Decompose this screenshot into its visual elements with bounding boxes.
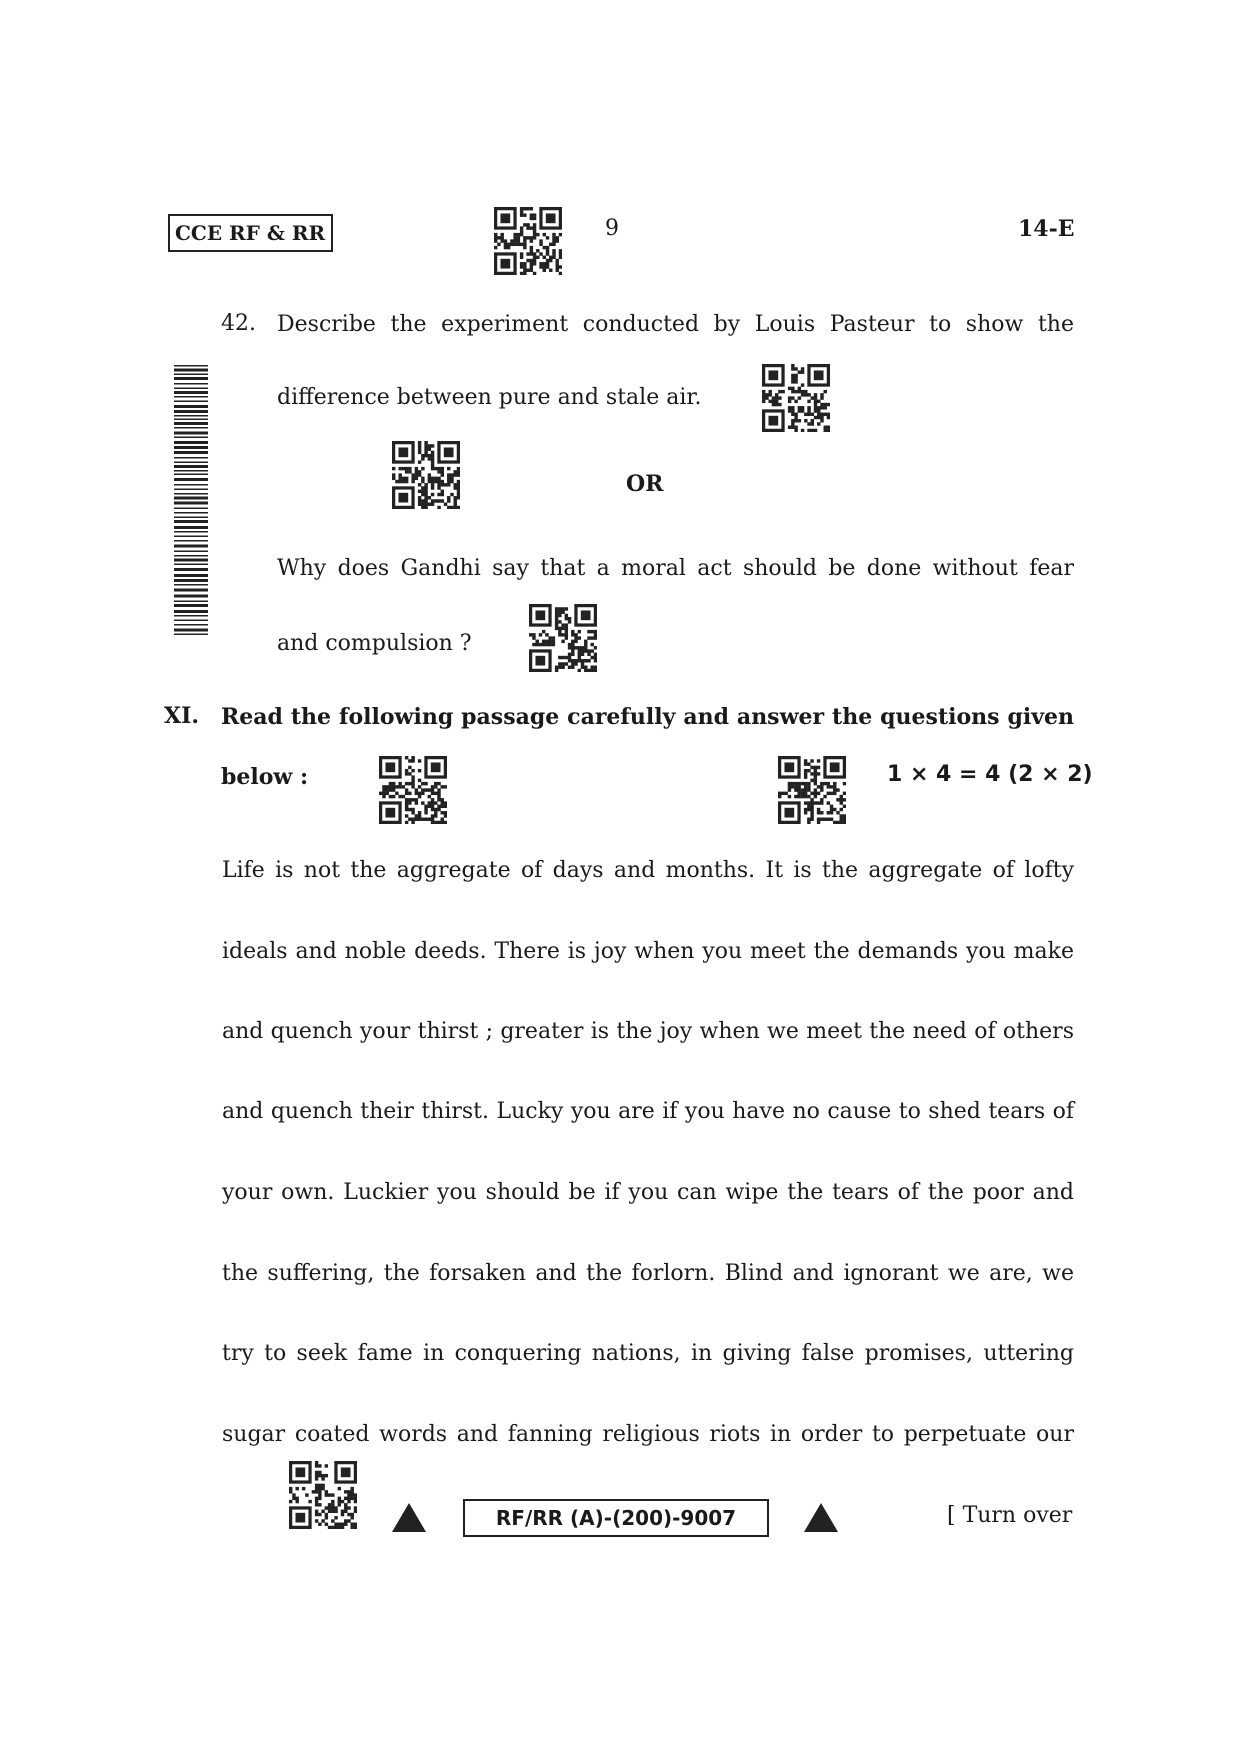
qr-code-icon <box>529 604 597 672</box>
passage-line: sugar coated words and fanning religious riots in order to perpetuate our <box>222 1422 1074 1447</box>
qr-code-icon <box>289 1461 357 1529</box>
qr-code-icon <box>762 364 830 432</box>
section-instruction: below : <box>221 764 309 790</box>
turn-over-note: [ Turn over <box>947 1503 1073 1528</box>
question-text-line: Describe the experiment conducted by Louis Pasteur to show the <box>277 312 1074 337</box>
qr-code-icon <box>778 756 846 824</box>
question-number: 42. <box>221 311 256 336</box>
passage-line: your own. Luckier you should be if you can wipe the tears of the poor and <box>222 1180 1074 1205</box>
section-number: XI. <box>164 703 200 729</box>
qr-code-icon <box>494 207 562 275</box>
page-number: 9 <box>605 216 619 241</box>
passage-line: and quench your thirst ; greater is the joy when we meet the need of others <box>222 1019 1074 1044</box>
question-text-line: and compulsion ? <box>277 631 472 656</box>
passage-line: ideals and noble deeds. There is joy when you meet the demands you make <box>222 939 1074 964</box>
paper-code: 14-E <box>1018 216 1075 242</box>
question-text-line: Why does Gandhi say that a moral act should be done without fear <box>277 556 1074 581</box>
marks-allocation: 1 × 4 = 4 (2 × 2) <box>887 762 1093 787</box>
triangle-marker-icon <box>804 1503 838 1532</box>
qr-code-icon <box>379 756 447 824</box>
footer-code-box: RF/RR (A)-(200)-9007 <box>463 1499 769 1537</box>
passage-line: and quench their thirst. Lucky you are if you have no cause to shed tears of <box>222 1099 1074 1124</box>
section-instruction: Read the following passage carefully and answer the questions given <box>221 704 1074 730</box>
or-separator: OR <box>626 471 664 497</box>
triangle-marker-icon <box>392 1503 426 1532</box>
exam-code-box: CCE RF & RR <box>168 214 333 252</box>
passage-line: Life is not the aggregate of days and months. It is the aggregate of lofty <box>222 858 1074 883</box>
barcode-icon <box>174 365 208 635</box>
passage-line: the suffering, the forsaken and the forlorn. Blind and ignorant we are, we <box>222 1261 1074 1286</box>
passage-line: try to seek fame in conquering nations, in giving false promises, uttering <box>222 1341 1074 1366</box>
qr-code-icon <box>392 441 460 509</box>
question-text-line: difference between pure and stale air. <box>277 385 702 410</box>
